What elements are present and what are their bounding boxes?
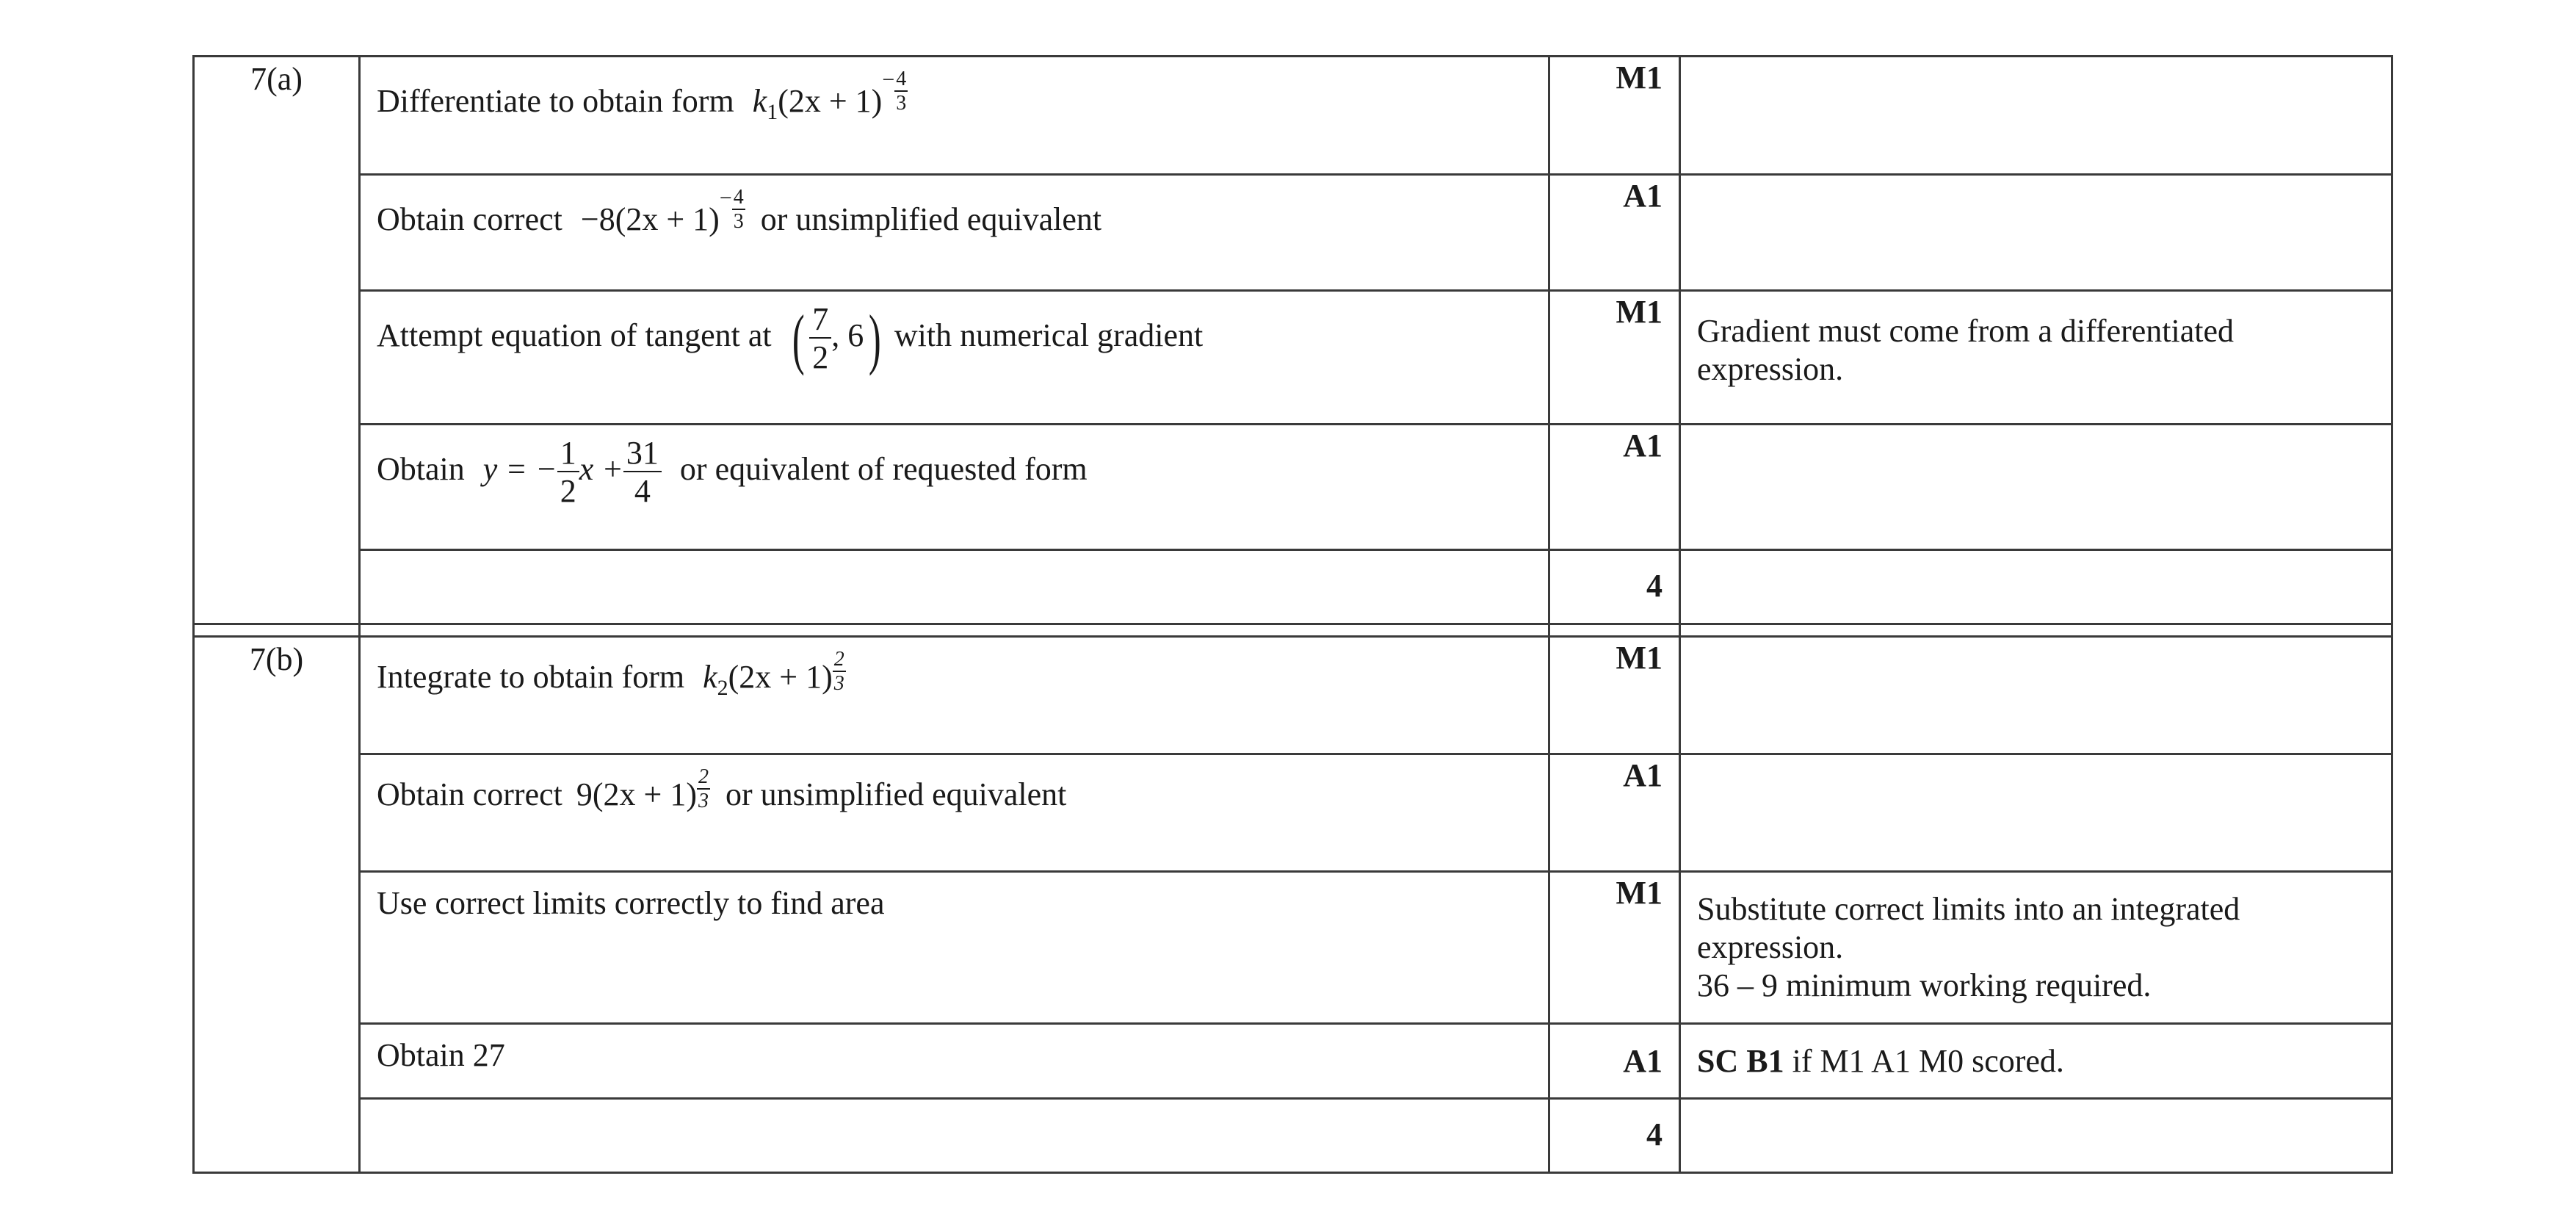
mark-cell: M1 <box>1549 637 1680 754</box>
answer-text: Obtain correct <box>377 776 562 812</box>
table-row <box>194 425 2392 550</box>
guidance-cell <box>1680 425 2392 550</box>
math-expression: $k_1(2x + 1)-$ $\frac{4}{3}$ <box>752 68 907 124</box>
guidance-cell <box>1680 550 2392 624</box>
table-row-total <box>194 1099 2392 1173</box>
answer-cell <box>360 754 1549 872</box>
mark-scheme-table <box>192 55 2393 1174</box>
guidance-cell: Gradient must come from a differentiated expression. <box>1680 291 2392 425</box>
total-mark: 4 <box>1549 550 1680 624</box>
mark-cell: A1 <box>1549 425 1680 550</box>
answer-cell: Obtain 27 <box>360 1024 1549 1099</box>
table-row <box>194 175 2392 291</box>
mark-cell: M1 <box>1549 291 1680 425</box>
answer-cell: Use correct limits correctly to find area <box>360 872 1549 1024</box>
mark-cell: A1 <box>1549 175 1680 291</box>
part-separator <box>194 624 2392 637</box>
table-row <box>194 754 2392 872</box>
answer-text: Obtain correct <box>377 201 562 237</box>
math-expression: −8(2x + 1)− $\frac{4}{3}$ <box>580 186 744 237</box>
math-expression: y = − $\frac{1}{2}$ x + $\frac{31}{4}$ <box>483 451 662 487</box>
answer-cell <box>360 425 1549 550</box>
answer-cell <box>360 637 1549 754</box>
answer-text: Obtain <box>377 451 465 488</box>
mark-cell: A1 <box>1549 754 1680 872</box>
math-expression: ( $\frac{7}{2}$ , 6) <box>792 301 882 376</box>
guidance-line: expression. <box>1697 929 1844 965</box>
answer-text: or unsimplified equivalent <box>760 201 1102 237</box>
table-row <box>194 57 2392 175</box>
answer-cell <box>360 291 1549 425</box>
question-label: 7(a) <box>194 57 360 624</box>
mark-cell: A1 <box>1549 1024 1680 1099</box>
answer-text: Attempt equation of tangent at <box>377 317 772 354</box>
answer-text: with numerical gradient <box>894 317 1204 354</box>
answer-text: or unsimplified equivalent <box>726 776 1067 812</box>
table-row <box>194 1024 2392 1099</box>
mark-cell: M1 <box>1549 872 1680 1024</box>
table-row <box>194 291 2392 425</box>
guidance-line: Substitute correct limits into an integrated <box>1697 891 2240 927</box>
guidance-text: if M1 A1 M0 scored. <box>1784 1043 2064 1079</box>
question-label: 7(b) <box>194 637 360 1173</box>
answer-cell <box>360 1099 1549 1173</box>
total-mark: 4 <box>1549 1099 1680 1173</box>
answer-text: or equivalent of requested form <box>679 451 1088 488</box>
guidance-cell <box>1680 175 2392 291</box>
answer-text: Integrate to obtain form <box>377 659 685 695</box>
guidance-cell <box>1680 754 2392 872</box>
math-expression: $k_2(2x + 1)$ $\frac{2}{3}$ <box>703 648 844 700</box>
table-row <box>194 872 2392 1024</box>
table-row-total <box>194 550 2392 624</box>
guidance-line: 36 – 9 minimum working required. <box>1697 967 2152 1003</box>
table-row <box>194 637 2392 754</box>
special-case-code: SC B1 <box>1697 1043 1784 1079</box>
answer-cell <box>360 175 1549 291</box>
guidance-cell <box>1680 872 2392 1024</box>
answer-cell <box>360 57 1549 175</box>
math-expression: 9(2x + 1) $\frac{2}{3}$ <box>576 765 709 812</box>
answer-text: Differentiate to obtain form <box>377 83 734 119</box>
guidance-cell <box>1680 637 2392 754</box>
mark-cell: M1 <box>1549 57 1680 175</box>
answer-cell <box>360 550 1549 624</box>
guidance-cell <box>1680 1024 2392 1099</box>
guidance-cell <box>1680 57 2392 175</box>
guidance-cell <box>1680 1099 2392 1173</box>
